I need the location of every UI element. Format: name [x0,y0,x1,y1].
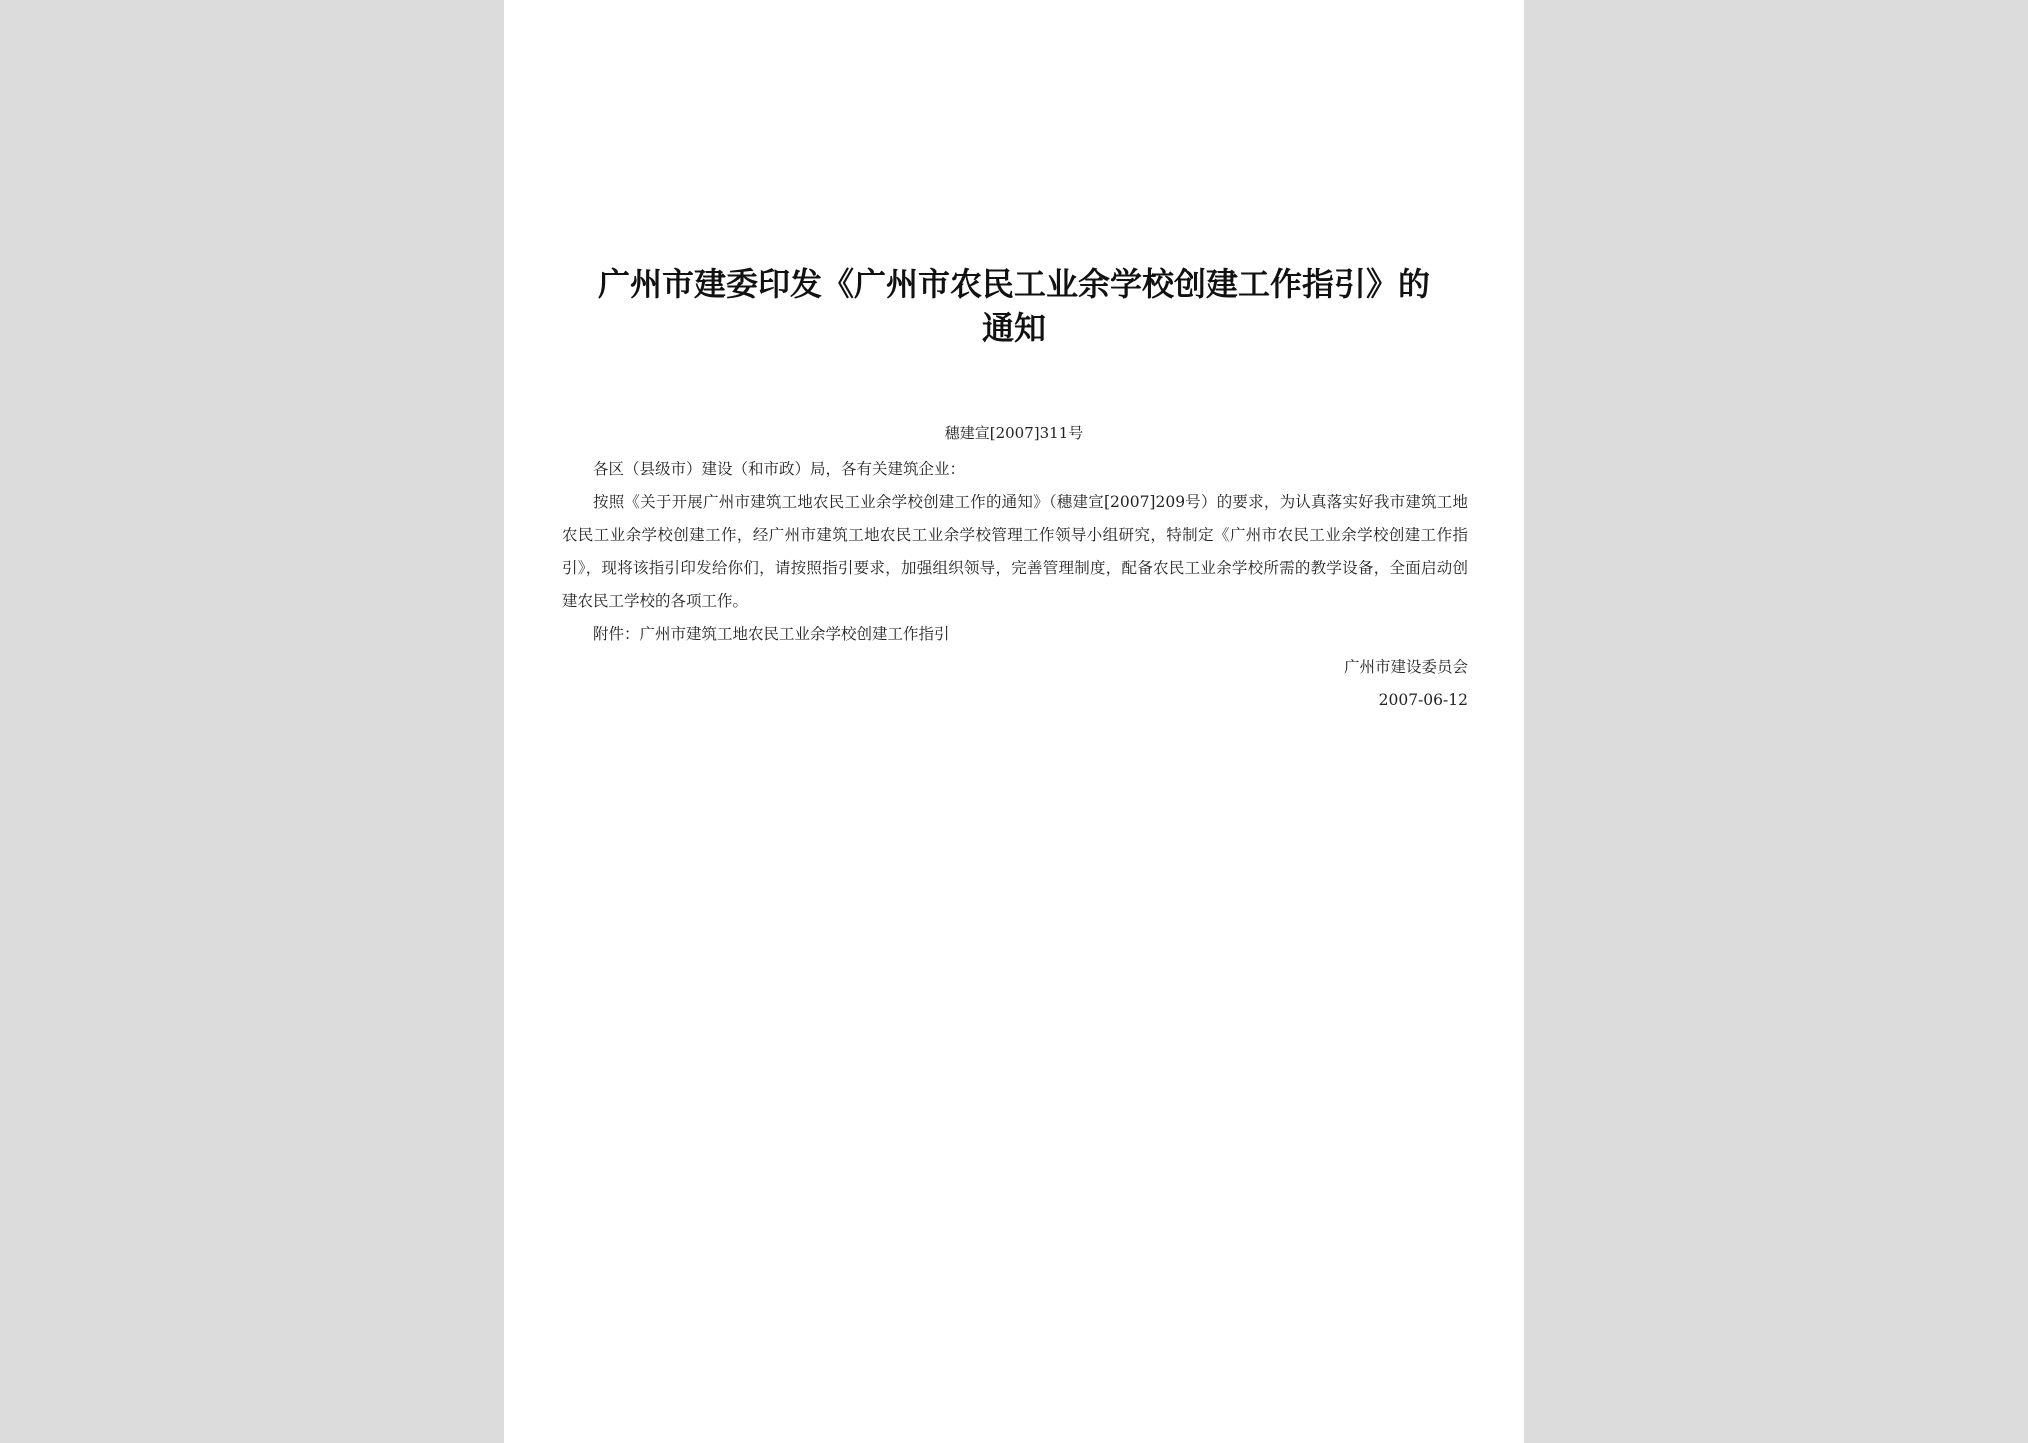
document-title: 广州市建委印发《广州市农民工业余学校创建工作指引》的通知 [597,265,1430,347]
issue-date: 2007-06-12 [1378,691,1468,709]
salutation: 各区（县级市）建设（和市政）局，各有关建筑企业： [593,460,966,478]
body-paragraph: 按照《关于开展广州市建筑工地农民工业余学校创建工作的通知》（穗建宣[2007]209号）的要求，为认真落实好我市建筑工地农民工业余学校创建工作，经广州市建筑工地农民工业余学校管理工作领导小组研究，特制定《广州市农民工业余学校创建工作指引》，现将该指引印发给你们，请按照指引要求，加强组织领导，完善管理制度，配备农民工业余学校所需的教学设备，全面启动创建农民工学校的各项工作。 [562,493,1468,610]
document-number: 穗建宣[2007]311号 [944,424,1084,442]
document-page [504,0,1524,1443]
issuer-signature: 广州市建设委员会 [1343,658,1468,676]
attachment-line: 附件：广州市建筑工地农民工业余学校创建工作指引 [593,625,950,643]
document-body [562,453,1468,717]
